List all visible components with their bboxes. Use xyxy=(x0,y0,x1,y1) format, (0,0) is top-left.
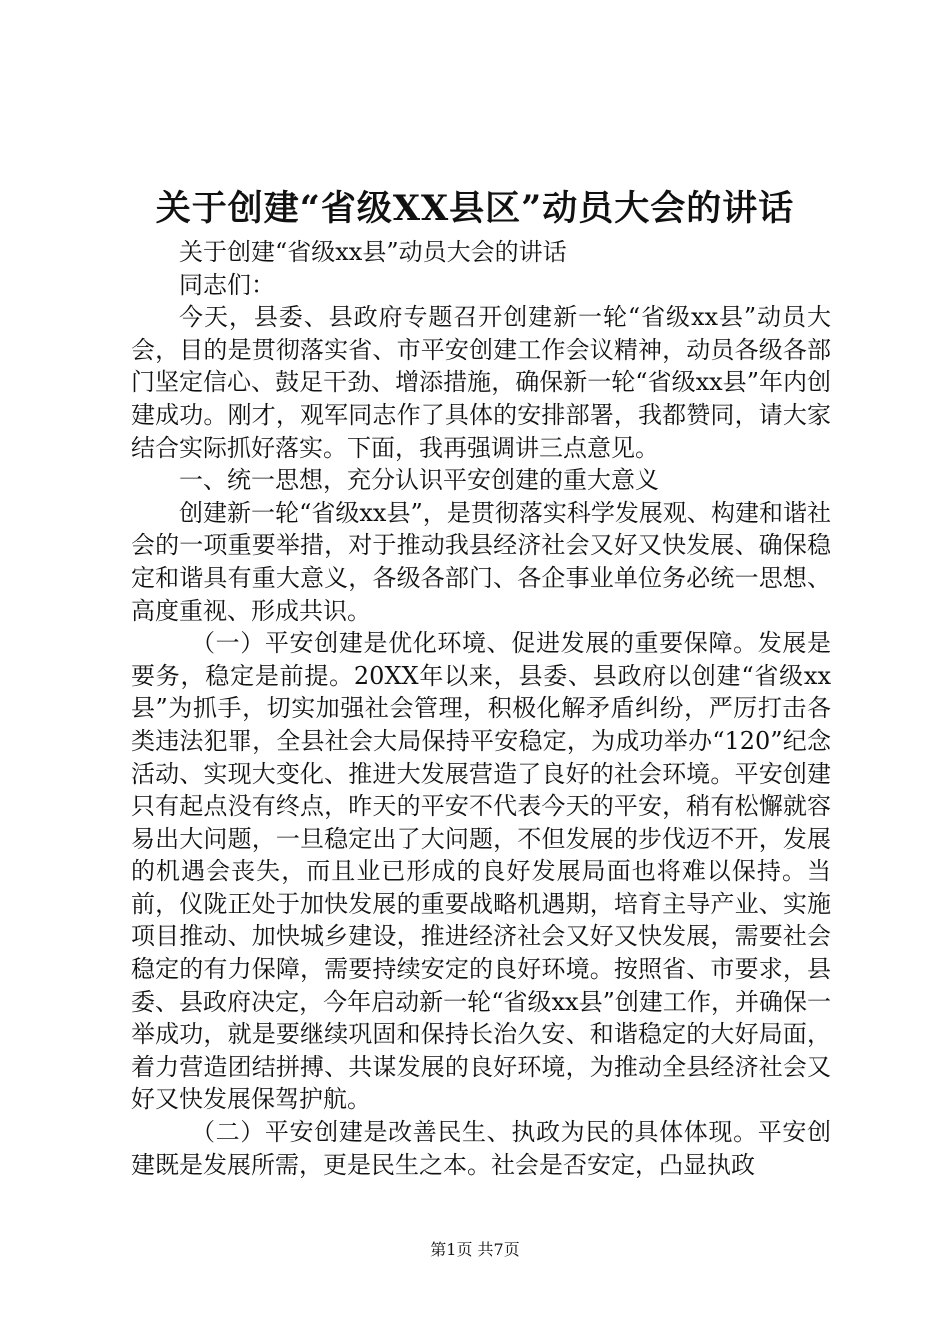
section-heading: 一、统一思想，充分认识平安创建的重大意义 xyxy=(179,466,659,495)
body-paragraph: （一）平安创建是优化环境、促进发展的重要保障。发展是要务，稳定是前提。20XX年以来，县委、县政府以创建“省级xx县”为抓手，切实加强社会管理，积极化解矛盾纠纷，严厉打击各类违法犯罪，全县社会大局保持平安稳定，为成功举办“120”纪念活动、实现大变化、推进大发展营造了良好的社会环境。平安创建只有起点没有终点，昨天的平安不代表今天的平安，稍有松懈就容易出大问题，一旦稳定出了大问题，不但发展的步伐迈不开，发展的机遇会丧失，而且业已形成的良好发展局面也将难以保持。当前，仪陇正处于加快发展的重要战略机遇期，培育主导产业、实施项目推动、加快城乡建设，推进经济社会又好又快发展，需要社会稳定的有力保障，需要持续安定的良好环境。按照省、市要求，县委、县政府决定，今年启动新一轮“省级xx县”创建工作，并确保一举成功，就是要继续巩固和保持长治久安、和谐稳定的大好局面，着力营造团结拼搏、共谋发展的良好环境，为推动全县经济社会又好又快发展保驾护航。 xyxy=(131,629,831,1114)
salutation-paragraph: 同志们： xyxy=(179,270,275,299)
document-title: 关于创建“省级XX县区”动员大会的讲话 xyxy=(155,188,795,229)
page-number-footer: 第1页 共7页 xyxy=(430,1240,520,1259)
body-paragraph: 创建新一轮“省级xx县”，是贯彻落实科学发展观、构建和谐社会的一项重要举措，对于推动我县经济社会又好又快发展、确保稳定和谐具有重大意义，各级各部门、各企事业单位务必统一思想、高度重视、形成共识。 xyxy=(131,498,831,625)
subtitle-paragraph: 关于创建“省级xx县”动员大会的讲话 xyxy=(179,238,567,266)
body-paragraph: 今天，县委、县政府专题召开创建新一轮“省级xx县”动员大会，目的是贯彻落实省、市平安创建工作会议精神，动员各级各部门坚定信心、鼓足干劲、增添措施，确保新一轮“省级xx县”年内创建成功。刚才，观军同志作了具体的安排部署，我都赞同，请大家结合实际抓好落实。下面，我再强调讲三点意见。 xyxy=(131,303,831,462)
document-body xyxy=(131,236,831,1181)
body-paragraph: （二）平安创建是改善民生、执政为民的具体体现。平安创建既是发展所需，更是民生之本。社会是否安定，凸显执政 xyxy=(131,1118,831,1179)
